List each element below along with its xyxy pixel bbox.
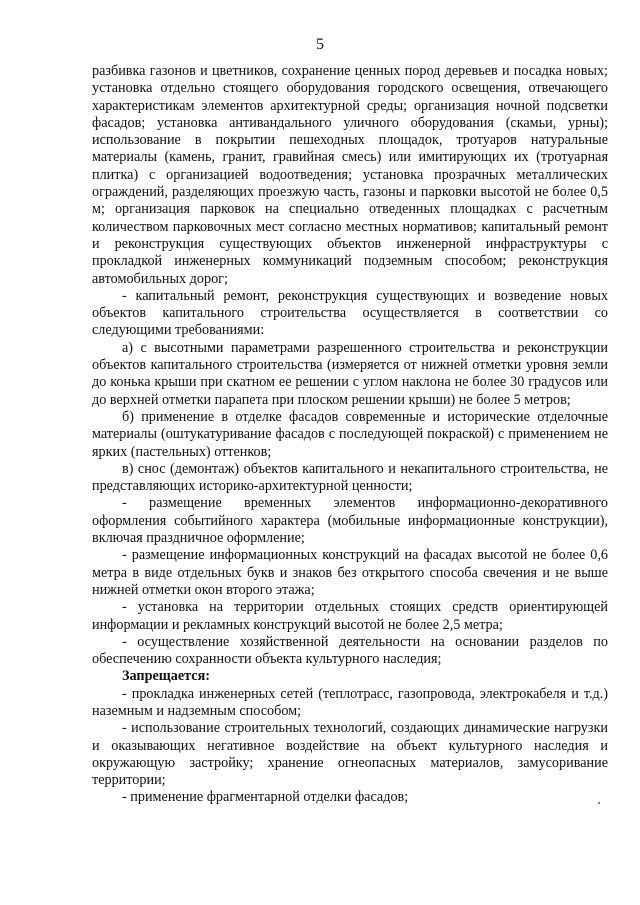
paragraph-engineering-networks: - прокладка инженерных сетей (теплотрасс, газопровода, электрокабеля и т.д.) наземным и надземным способом; (92, 685, 608, 719)
paragraph-facade-finishing: б) применение в отделке фасадов современные и исторические отделочные материалы (оштукатуривание фасадов с последующей покраской) с применением не ярких (пастельных) оттенков; (92, 408, 608, 460)
paragraph-height-limits: а) с высотными параметрами разрешенного строительства и реконструкции объектов капитального строительства (измеряется от нижней отметки уровня земли до конька крыши при скатном ее решении с углом наклона не более 30 градусов или до верхней отметки парапета при плоском решении крыши) не более 5 метров; (92, 339, 608, 408)
paragraph-demolition: в) снос (демонтаж) объектов капитального и некапитального строительства, не представляющих историко-архитектурной ценности; (92, 460, 608, 495)
page-number: 5 (316, 36, 324, 53)
paragraph-information-signs: - размещение информационных конструкций на фасадах высотой не более 0,6 метра в виде отдельных букв и знаков без открытого способа свечения и не выше нижней отметки окон второго этажа; (92, 547, 608, 598)
scan-speck (598, 802, 600, 804)
paragraph-fragmentary-finishing: - применение фрагментарной отделки фасадов; (122, 789, 409, 806)
paragraph-construction-requirements: - капитальный ремонт, реконструкция существующих и возведение новых объектов капитального строительства осуществляется в соответствии со следующими требованиями: (92, 287, 608, 339)
document-body (92, 63, 608, 807)
paragraph-temporary-elements: - размещение временных элементов информационно-декоративного оформления событийного характера (мобильные информационные конструкции), включая праздничное оформление; (92, 495, 608, 547)
paragraph-advertising-structures: - установка на территории отдельных стоящих средств ориентирующей информации и рекламных конструкций высотой не более 2,5 метра; (92, 599, 608, 633)
paragraph-landscaping: разбивка газонов и цветников, сохранение ценных пород деревьев и посадка новых; установка отдельно стоящего оборудования городского освещения, отвечающего характеристикам элементов архитектурной среды; организация ночной подсветки фасадов; установка антивандального уличного оборудования (скамьи, урны); использование в покрытии пешеходных площадок, тротуаров натуральные материалы (камень, гранит, гравийная смесь) или имитирующих их (тротуарная плитка) с организацией водоотведения; установка прозрачных металлических ограждений, разделяющих проезжую часть, газоны и парковки высотой не более 0,5 м; организация парковок на специально отведенных площадках с расчетным количеством парковочных мест согласно местных нормативов; капитальный ремонт и реконструкция существующих объектов инженерной инфраструктуры с прокладкой инженерных коммуникаций подземным способом; реконструкция автомобильных дорог; (92, 63, 608, 287)
prohibited-heading: Запрещается: (122, 668, 210, 685)
paragraph-economic-activity: - осуществление хозяйственной деятельности на основании разделов по обеспечению сохранности объекта культурного наследия; (92, 633, 608, 668)
paragraph-construction-technologies: - использование строительных технологий, создающих динамические нагрузки и оказывающих негативное воздействие на объект культурного наследия и окружающую застройку; хранение огнеопасных материалов, замусоривание территории; (92, 720, 608, 789)
